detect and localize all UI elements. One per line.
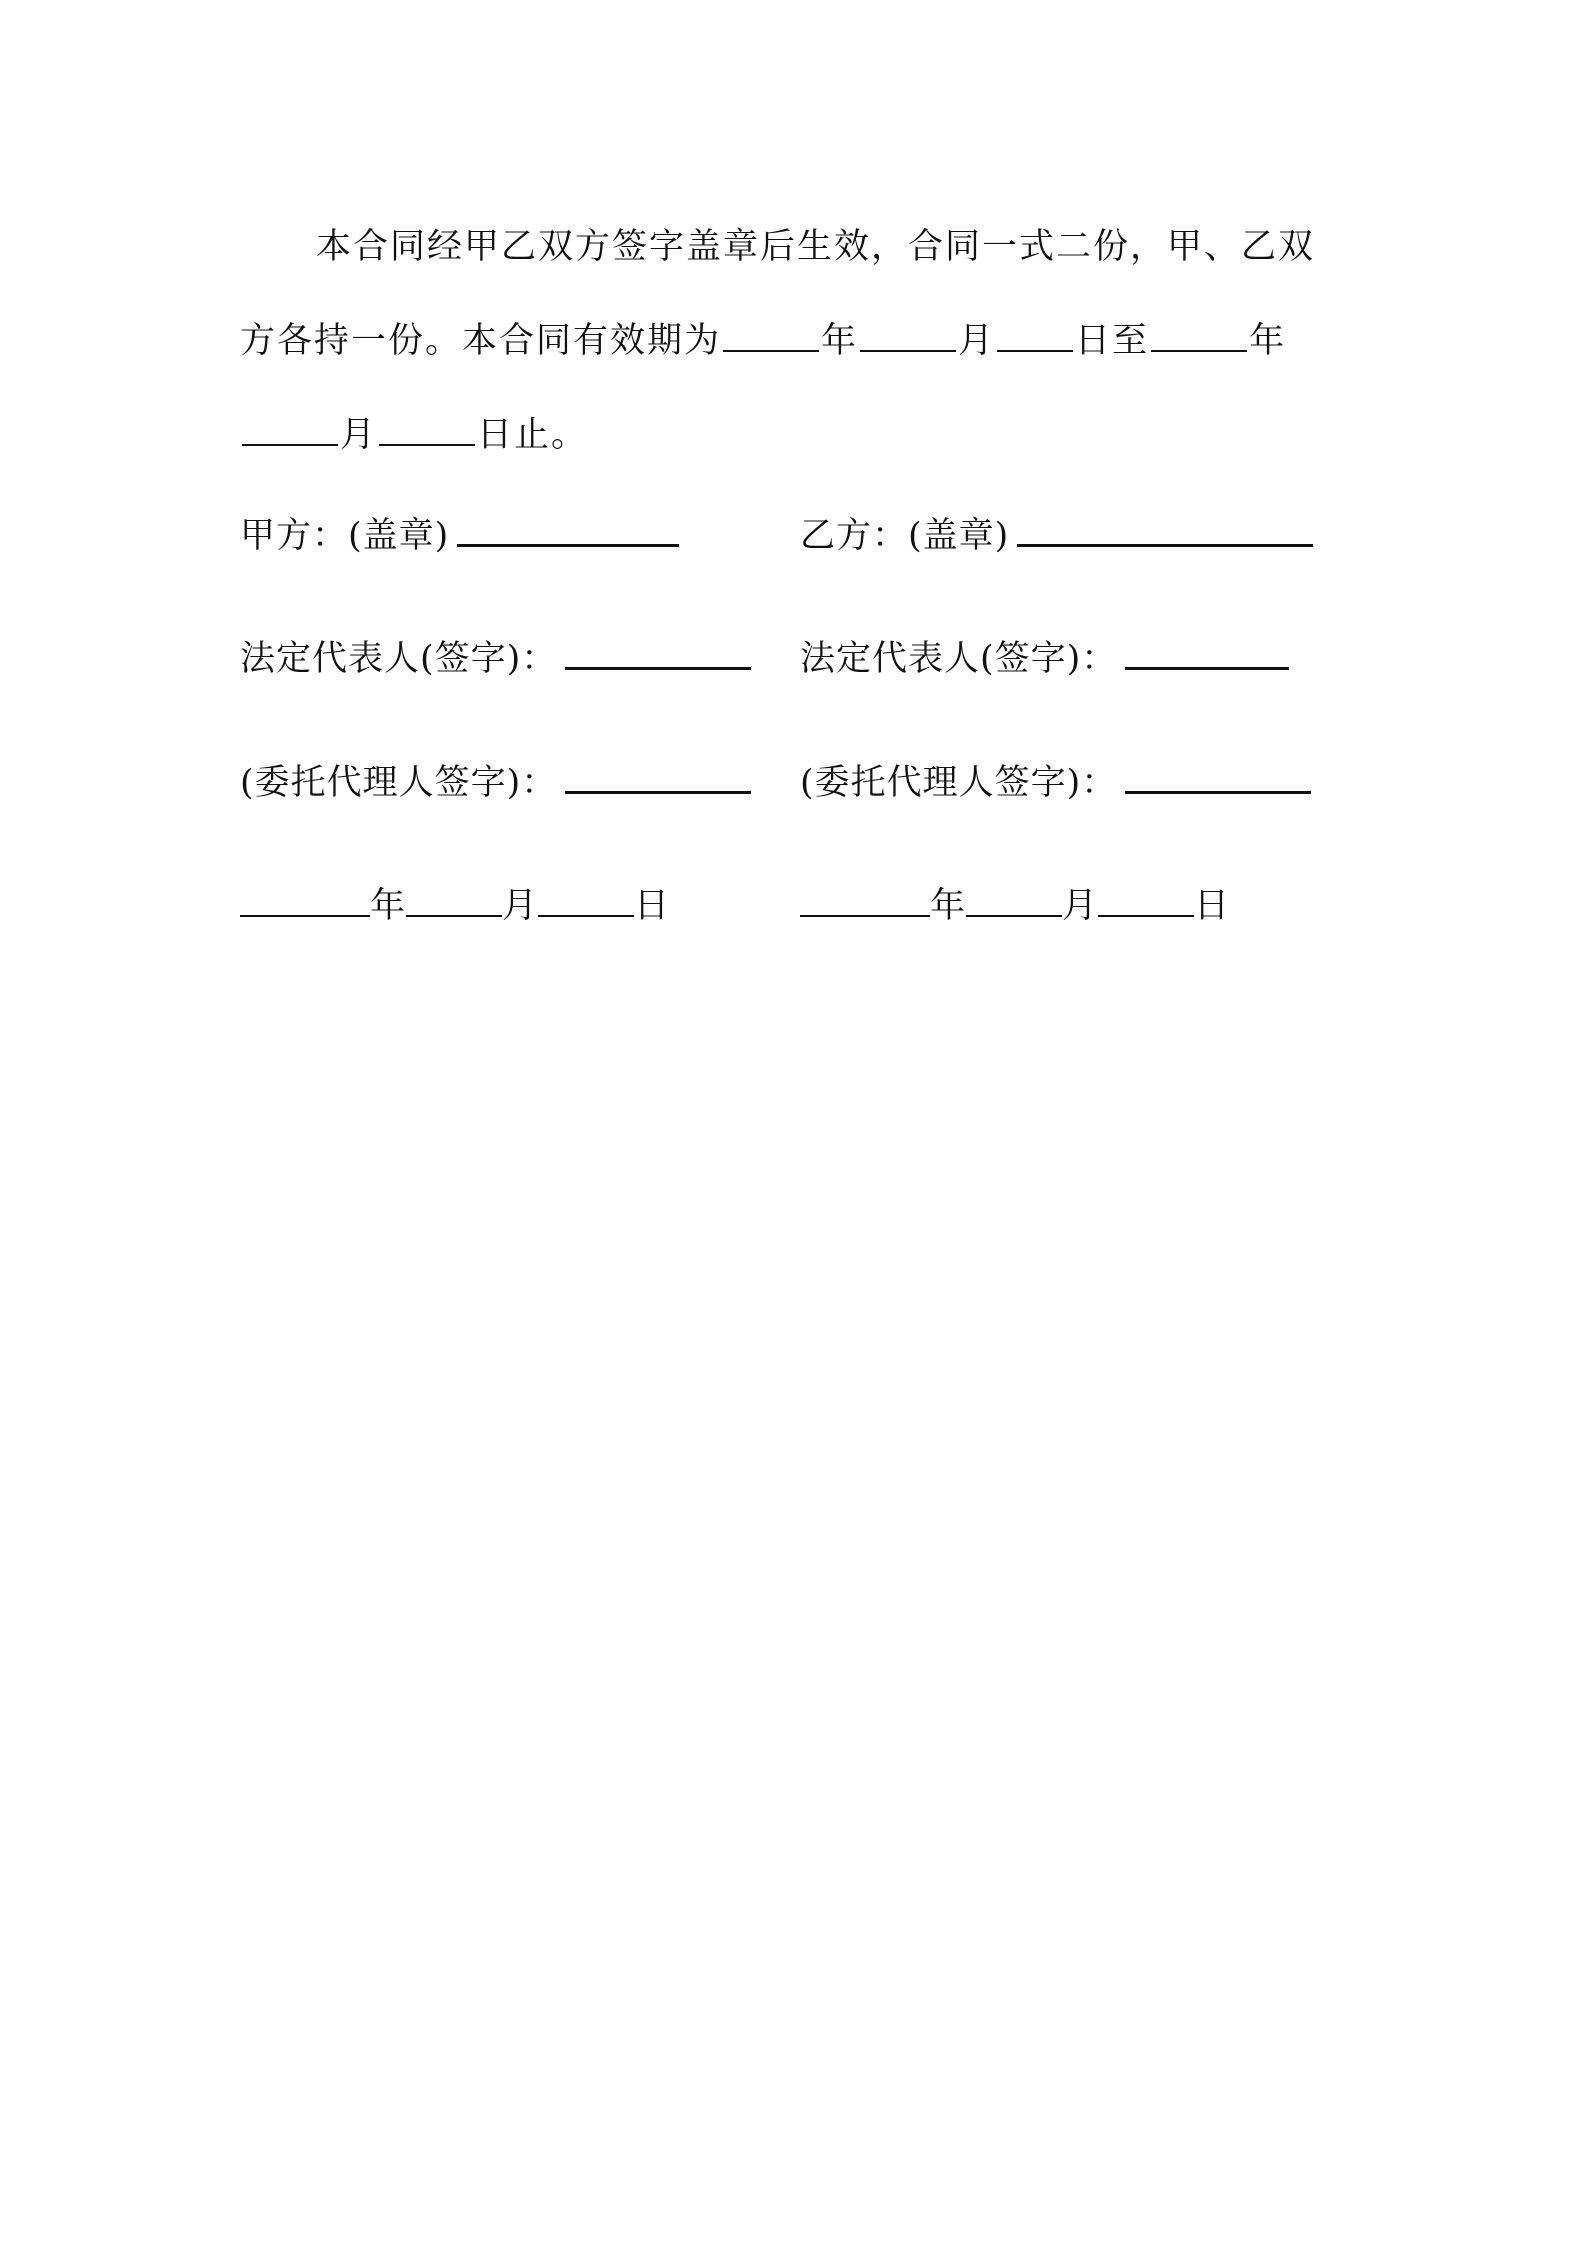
party-b-day-blank[interactable] [1098, 881, 1194, 917]
party-a-month-blank[interactable] [406, 881, 502, 917]
paragraph-year-2: 年 [1249, 321, 1287, 361]
party-a-seal-row [240, 510, 679, 556]
party-b-rep-line[interactable] [1125, 633, 1289, 670]
party-b-year-label: 年 [930, 886, 967, 926]
paragraph-year-1: 年 [821, 321, 859, 361]
start-month-blank[interactable] [860, 314, 956, 352]
party-b-agent-label: (委托代理人签字)： [800, 763, 1118, 803]
party-b-day-label: 日 [1194, 886, 1231, 926]
paragraph-text: 本合同经甲乙双方签字盖章后生效，合同一式二份，甲、乙双方各持一份。本合同有效期为 [240, 227, 1316, 361]
party-b-seal-line[interactable] [1017, 510, 1313, 547]
party-a-day-label: 日 [634, 886, 671, 926]
party-a-month-label: 月 [502, 886, 539, 926]
party-b-date-row [800, 881, 1230, 926]
party-a-agent-row [240, 757, 751, 803]
party-b-seal-row [800, 510, 1313, 556]
party-a-rep-line[interactable] [565, 633, 751, 670]
paragraph-month-2: 月 [340, 415, 378, 455]
validity-paragraph [240, 200, 1350, 482]
party-a-year-blank[interactable] [240, 881, 370, 917]
start-year-blank[interactable] [723, 314, 819, 352]
party-b-agent-line[interactable] [1125, 757, 1311, 794]
party-a-rep-row [240, 633, 751, 679]
paragraph-month-1: 月 [958, 321, 996, 361]
party-b-month-blank[interactable] [966, 881, 1062, 917]
party-a-seal-label: 甲方：(盖章) [240, 516, 450, 556]
end-year-blank[interactable] [1151, 314, 1247, 352]
paragraph-day-to: 日至 [1075, 321, 1150, 361]
party-a-rep-label: 法定代表人(签字)： [240, 639, 558, 679]
party-b-rep-row [800, 633, 1289, 679]
start-day-blank[interactable] [997, 314, 1073, 352]
party-a-agent-line[interactable] [565, 757, 751, 794]
paragraph-end: 日止。 [477, 415, 589, 455]
party-a-seal-line[interactable] [457, 510, 679, 547]
party-b-year-blank[interactable] [800, 881, 930, 917]
party-b-month-label: 月 [1062, 886, 1099, 926]
party-a-agent-label: (委托代理人签字)： [240, 763, 558, 803]
party-b-seal-label: 乙方：(盖章) [800, 516, 1010, 556]
party-b-rep-label: 法定代表人(签字)： [800, 639, 1118, 679]
end-day-blank[interactable] [379, 408, 475, 446]
party-a-date-row [240, 881, 670, 926]
party-a-day-blank[interactable] [538, 881, 634, 917]
party-b-agent-row [800, 757, 1311, 803]
end-month-blank[interactable] [242, 408, 338, 446]
party-a-year-label: 年 [370, 886, 407, 926]
